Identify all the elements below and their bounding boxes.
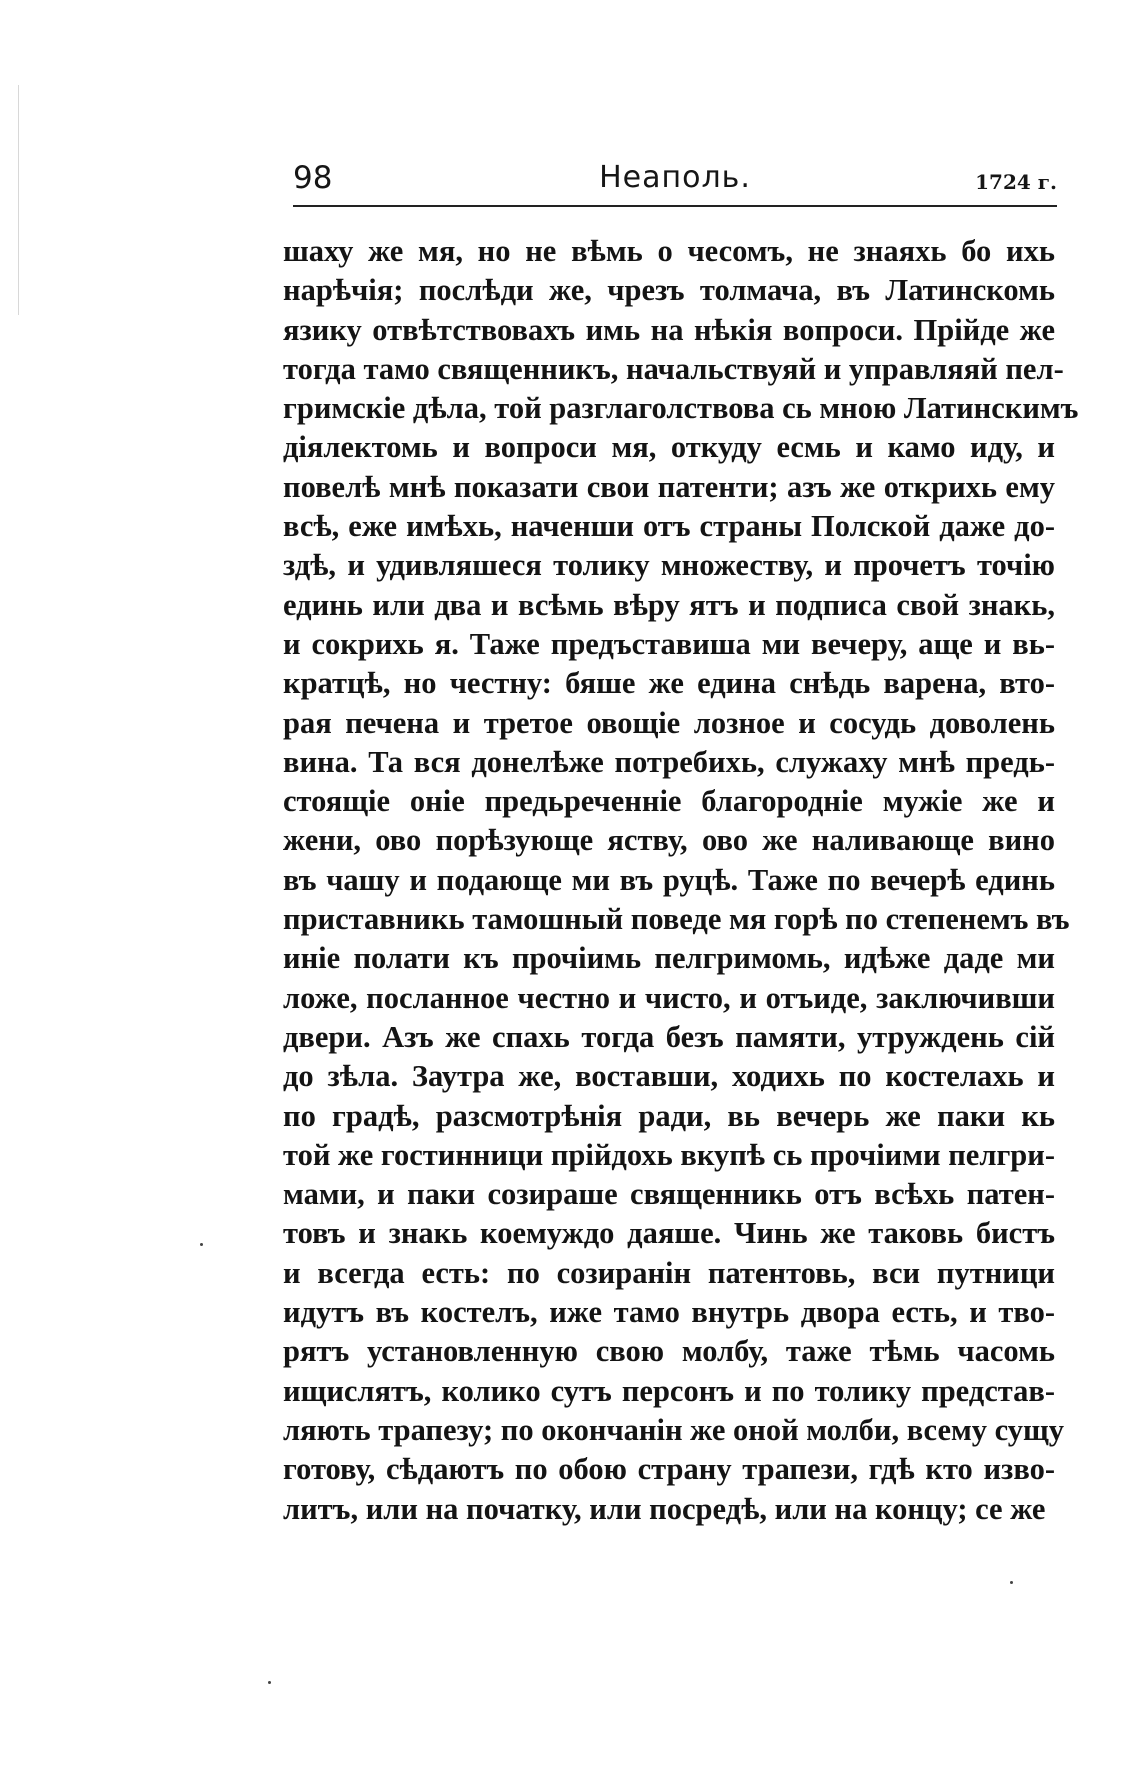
text-line: стоящіе оніе предьреченніе благородніе мужіе же и [283,784,1055,819]
body-text [283,232,1079,1529]
text-line: рая печена и третое овощіе лозное и сосудь доволень [283,705,1055,740]
text-line: приставникь тамошный поведе мя горѣ по степенемъ въ [283,902,1070,937]
text-line: двери. Азъ же спахь тогда безъ памяти, утруждень сій [283,1019,1055,1054]
text-line: и сокрихь я. Таже предъставиша ми вечеру, аще и вь- [283,626,1055,661]
text-line: ложе, посланное честно и чисто, и отъиде, заключивши [283,980,1055,1015]
scan-speck [1010,1581,1013,1584]
text-line: мами, и паки созираше священникь отъ всѣхь патен- [283,1177,1055,1212]
scan-speck [268,1681,271,1684]
text-line: кратцѣ, но честну: бяше же едина снѣдь варена, вто- [283,666,1055,701]
text-line: всѣ, еже имѣхь, наченши отъ страны Полской даже до- [283,509,1055,544]
text-line: нарѣчія; послѣди же, чрезъ толмача, въ Латинскомь [283,273,1055,308]
text-line: литъ, или на початку, или посредѣ, или на концу; се же [283,1491,1046,1526]
text-line: жени, ово порѣзующе яству, ово же наливающе вино [283,823,1055,858]
scan-speck [200,1243,203,1246]
text-line: идутъ въ костелъ, иже тамо внутрь двора есть, и тво- [283,1295,1055,1330]
text-line: діялектомь и вопроси мя, откуду есмь и камо иду, и [283,430,1055,465]
text-line: ищислятъ, колико сутъ персонъ и по толику представ- [283,1373,1055,1408]
text-line: и всегда есть: по созиранін патентовь, вси путници [283,1255,1055,1290]
running-title: Неаполь. [599,160,751,195]
text-line: въ чашу и подающе ми въ руцѣ. Таже по вечерѣ единь [283,862,1055,897]
text-line: повелѣ мнѣ показати свои патенти; азъ же открихь ему [283,469,1055,504]
text-line: той же гостинници прійдохь вкупѣ сь прочіими пелгри- [283,1137,1055,1172]
text-line: товъ и знакь коемуждо даяше. Чинь же таковь бистъ [283,1216,1055,1251]
scan-edge-mark [18,85,19,315]
text-line: тогда тамо священникъ, начальствуяй и управляяй пел- [283,351,1064,386]
text-line: ляють трапезу; по окончанін же оной молби, всему сущу [283,1412,1065,1447]
text-line: здѣ, и удивляшеся толику множеству, и прочетъ точію [283,548,1055,583]
text-line: язику отвѣтствовахъ имь на нѣкія вопроси. Прійде же [283,312,1055,347]
header-rule [293,205,1057,207]
text-line: гримскіе дѣла, той разглаголствова сь мною Латинскимъ [283,391,1079,426]
text-line: готову, сѣдаютъ по обою страну трапези, гдѣ кто изво- [283,1452,1055,1487]
text-line: единь или два и всѣмь вѣру ятъ и подписа свой знакь, [283,587,1055,622]
text-line: иніе полати къ прочіимь пелгримомь, идѣже даде ми [283,941,1055,976]
text-line: вина. Та вся донелѣже потребихь, служаху мнѣ предь- [283,744,1055,779]
year-marker: 1724 г. [975,170,1057,194]
text-line: по градѣ, разсмотрѣнія ради, вь вечерь же паки кь [283,1098,1055,1133]
page-number: 98 [293,160,333,196]
text-line: шаху же мя, но не вѣмь о чесомъ, не знаяхь бо ихь [283,234,1055,268]
text-line: до зѣла. Заутра же, воставши, ходихь по костелахь и [283,1059,1055,1094]
text-line: рятъ установленную свою молбу, таже тѣмь часомь [283,1334,1055,1369]
page-header [293,158,1057,206]
